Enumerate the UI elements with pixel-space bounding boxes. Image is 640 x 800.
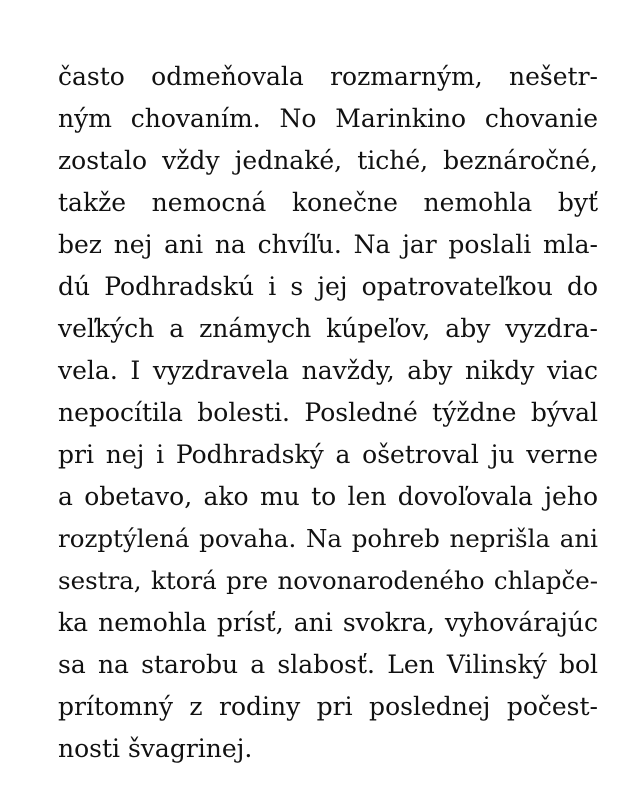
text-line: veľkých a známych kúpeľov, aby vyzdra-	[58, 314, 598, 343]
text-line: nosti švagrinej.	[58, 734, 253, 763]
text-line: nepocítila bolesti. Posledné týždne býval	[58, 398, 598, 427]
text-line: bez nej ani na chvíľu. Na jar poslali mla-	[58, 230, 598, 259]
text-line: sestra, ktorá pre novonarodeného chlapče-	[58, 566, 598, 595]
text-line: rozptýlená povaha. Na pohreb neprišla ani	[58, 524, 598, 553]
body-text	[58, 56, 598, 770]
text-line: prítomný z rodiny pri poslednej počest-	[58, 692, 598, 721]
text-line: zostalo vždy jednaké, tiché, beznáročné,	[58, 146, 598, 175]
text-line: pri nej i Podhradský a ošetroval ju verne	[58, 440, 598, 469]
text-line: ným chovaním. No Marinkino chovanie	[58, 104, 598, 133]
text-line: takže nemocná konečne nemohla byť	[58, 188, 598, 217]
text-line: sa na starobu a slabosť. Len Vilinský bol	[58, 650, 598, 679]
text-line: často odmeňovala rozmarným, nešetr-	[58, 62, 598, 91]
text-line: vela. I vyzdravela navždy, aby nikdy viac	[58, 356, 598, 385]
text-line: dú Podhradskú i s jej opatrovateľkou do	[58, 272, 598, 301]
text-line: ka nemohla prísť, ani svokra, vyhovárajúc	[58, 608, 598, 637]
text-line: a obetavo, ako mu to len dovoľovala jeho	[58, 482, 598, 511]
